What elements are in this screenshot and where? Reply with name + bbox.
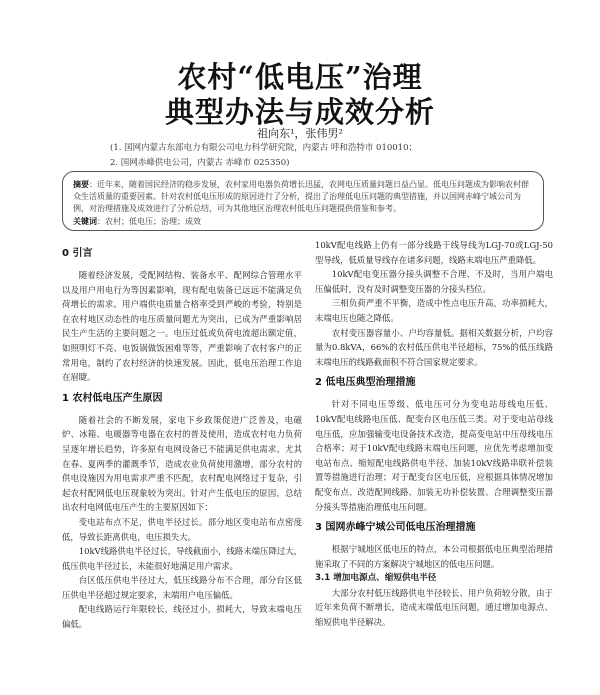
paragraph: 根据宁城地区低电压的特点，本公司根据低电压典型治理措施采取了不同的方案解决宁城地区的低电压问题。 — [315, 544, 553, 569]
paragraph: 配电线路运行年限较长，线径过小，损耗大，导致末端电压偏低。 — [62, 604, 302, 630]
keywords: 农村；低电压；治理；成效 — [105, 217, 201, 226]
paragraph: 变电站布点不足，供电半径过长。部分地区变电站布点密度低，导致长距离供电，电压损失大。 — [62, 516, 302, 542]
abstract-box: 摘要：近年来，随着国民经济的稳步发展，农村家用电器负荷增长迅猛，农网电压质量问题日益凸显。低电压问题成为影响农村群众生活质量的重要因素。针对农村低电压形成的原因进行了分析，提出了治理低电压问题的典型措施，并以国网赤峰宁城公司为例，对治理措施及成效进行了分析总结，可为其他地区治理农村低电压问题提供借鉴和参考。 关键词：农村；低电压；治理；成效 — [62, 171, 544, 231]
keywords-label: 关键词 — [73, 216, 97, 226]
affiliation-2: 2. 国网赤峰供电公司，内蒙古 赤峰市 025350) — [110, 158, 290, 168]
left-column — [62, 240, 302, 632]
paragraph: 10kV配电线路上仍有一部分线路干线导线为LGJ-70或LGJ-50型导线，低质量导线存在诸多问题，线路末端电压严重降低。 — [315, 240, 553, 265]
section-heading-causes: 1 农村低电压产生原因 — [62, 392, 163, 404]
title-line-1: 农村“低电压”治理 — [177, 60, 423, 94]
abstract-label: 摘要 — [73, 179, 89, 189]
paragraph: 10kV线路供电半径过长，导线截面小，线路末端压降过大，低压供电半径过长，未能很好地满足用户需求。 — [62, 546, 302, 571]
paragraph: 随着社会的不断发展，家电下乡政策促进广泛普及，电磁炉、冰箱、电暖器等电器在农村的普及使用，造成农村电力负荷呈逐年增长趋势，许多原有电网设备已不能满足供电需求。尤其在春、夏两季的灌溉季节，造成农业负荷使用激增，部分农村的供电设施因为用电需求严重不匹配，农村配电网络过于复杂，引起农村配网低电压现象较为突出。针对产生低电压的原因，总结出农村电网低电压产生的主要原因如下： — [62, 414, 302, 513]
section-heading-ningcheng: 3 国网赤峰宁城公司低电压治理措施 — [315, 522, 476, 534]
paragraph: 大部分农村低压线路供电半径较长、用户负荷较分散，由于近年来负荷不断增长，造成末端低电压问题，通过增加电源点、缩短供电半径解决。 — [315, 587, 553, 628]
authors: 祖向东¹，张伟男² — [257, 127, 343, 140]
section-heading-intro: 0 引言 — [62, 248, 93, 259]
affiliation-1: (1. 国网内蒙古东部电力有限公司电力科学研究院，内蒙古 呼和浩特市 010010； — [110, 143, 417, 153]
section-heading-measures: 2 低电压典型治理措施 — [315, 377, 416, 389]
abstract-text: 近年来，随着国民经济的稳步发展，农村家用电器负荷增长迅猛，农网电压质量问题日益凸显。低电压问题成为影响农村群众生活质量的重要因素。针对农村低电压形成的原因进行了分析，提出了治理低电压问题的典型措施，并以国网赤峰宁城公司为例，对治理措施及成效进行了分析总结，可为其他地区治理农村低电压问题提供借鉴和参考。 — [73, 180, 529, 213]
paragraph: 10kV配电变压器分接头调整不合理、不及时，当用户端电压偏低时，没有及时调整变压器的分接头档位。 — [315, 269, 553, 294]
paragraph: 农村变压器容量小、户均容量低。据相关数据分析，户均容量为0.8kVA，66%的农村低压供电半径超标，75%的低压线路末端电压的线路截面积不符合国家规定要求。 — [315, 327, 553, 367]
paragraph: 针对不同电压等级、低电压可分为变电站母线电压低、10kV配电线路电压低、配变台区电压低三类。对于变电站母线电压低，应加强输变电设备技术改造，提高变电站中压母线电压合格率；对于10kV配电线路末端电压问题，应优先考虑增加变电站布点、缩短配电线路供电半径、加装10kV线路串联补偿装置等措施进行治理；对于配变台区电压低，应根据具体情况增加配变布点、改造配网线路、加装无功补偿装置、合理调整变压器分接头等措施治理低电压问题。 — [315, 399, 553, 512]
paragraph: 台区低压供电半径过大，低压线路分布不合理，部分台区低压供电半径超过规定要求，末端用户电压偏低。 — [62, 575, 302, 600]
title-line-2: 典型办法与成效分析 — [164, 95, 435, 129]
right-column — [315, 238, 553, 630]
subsection-heading: 3.1 增加电源点、缩短供电半径 — [315, 573, 437, 584]
paragraph: 三相负荷严重不平衡，造成中性点电压升高，功率损耗大，末端电压也随之降低。 — [315, 298, 553, 323]
paragraph: 随着经济发展，受配网结构、装备水平、配网综合管理水平以及用户用电行为等因素影响，现有配电装备已远远不能满足负荷增长的需求。用户端供电质量合格率受到严峻的考验，特别是在农村地区动态性的电压质量问题尤为突出，已成为严重影响居民生产生活的主要问题之一。电压过低或负荷电流超出额定值，如照明灯不亮、电饭锅做饭困难等等，严重影响了农村客户的正常用电，制约了农村经济的快速发展。因此，低电压治理工作迫在眉睫。 — [62, 270, 302, 383]
